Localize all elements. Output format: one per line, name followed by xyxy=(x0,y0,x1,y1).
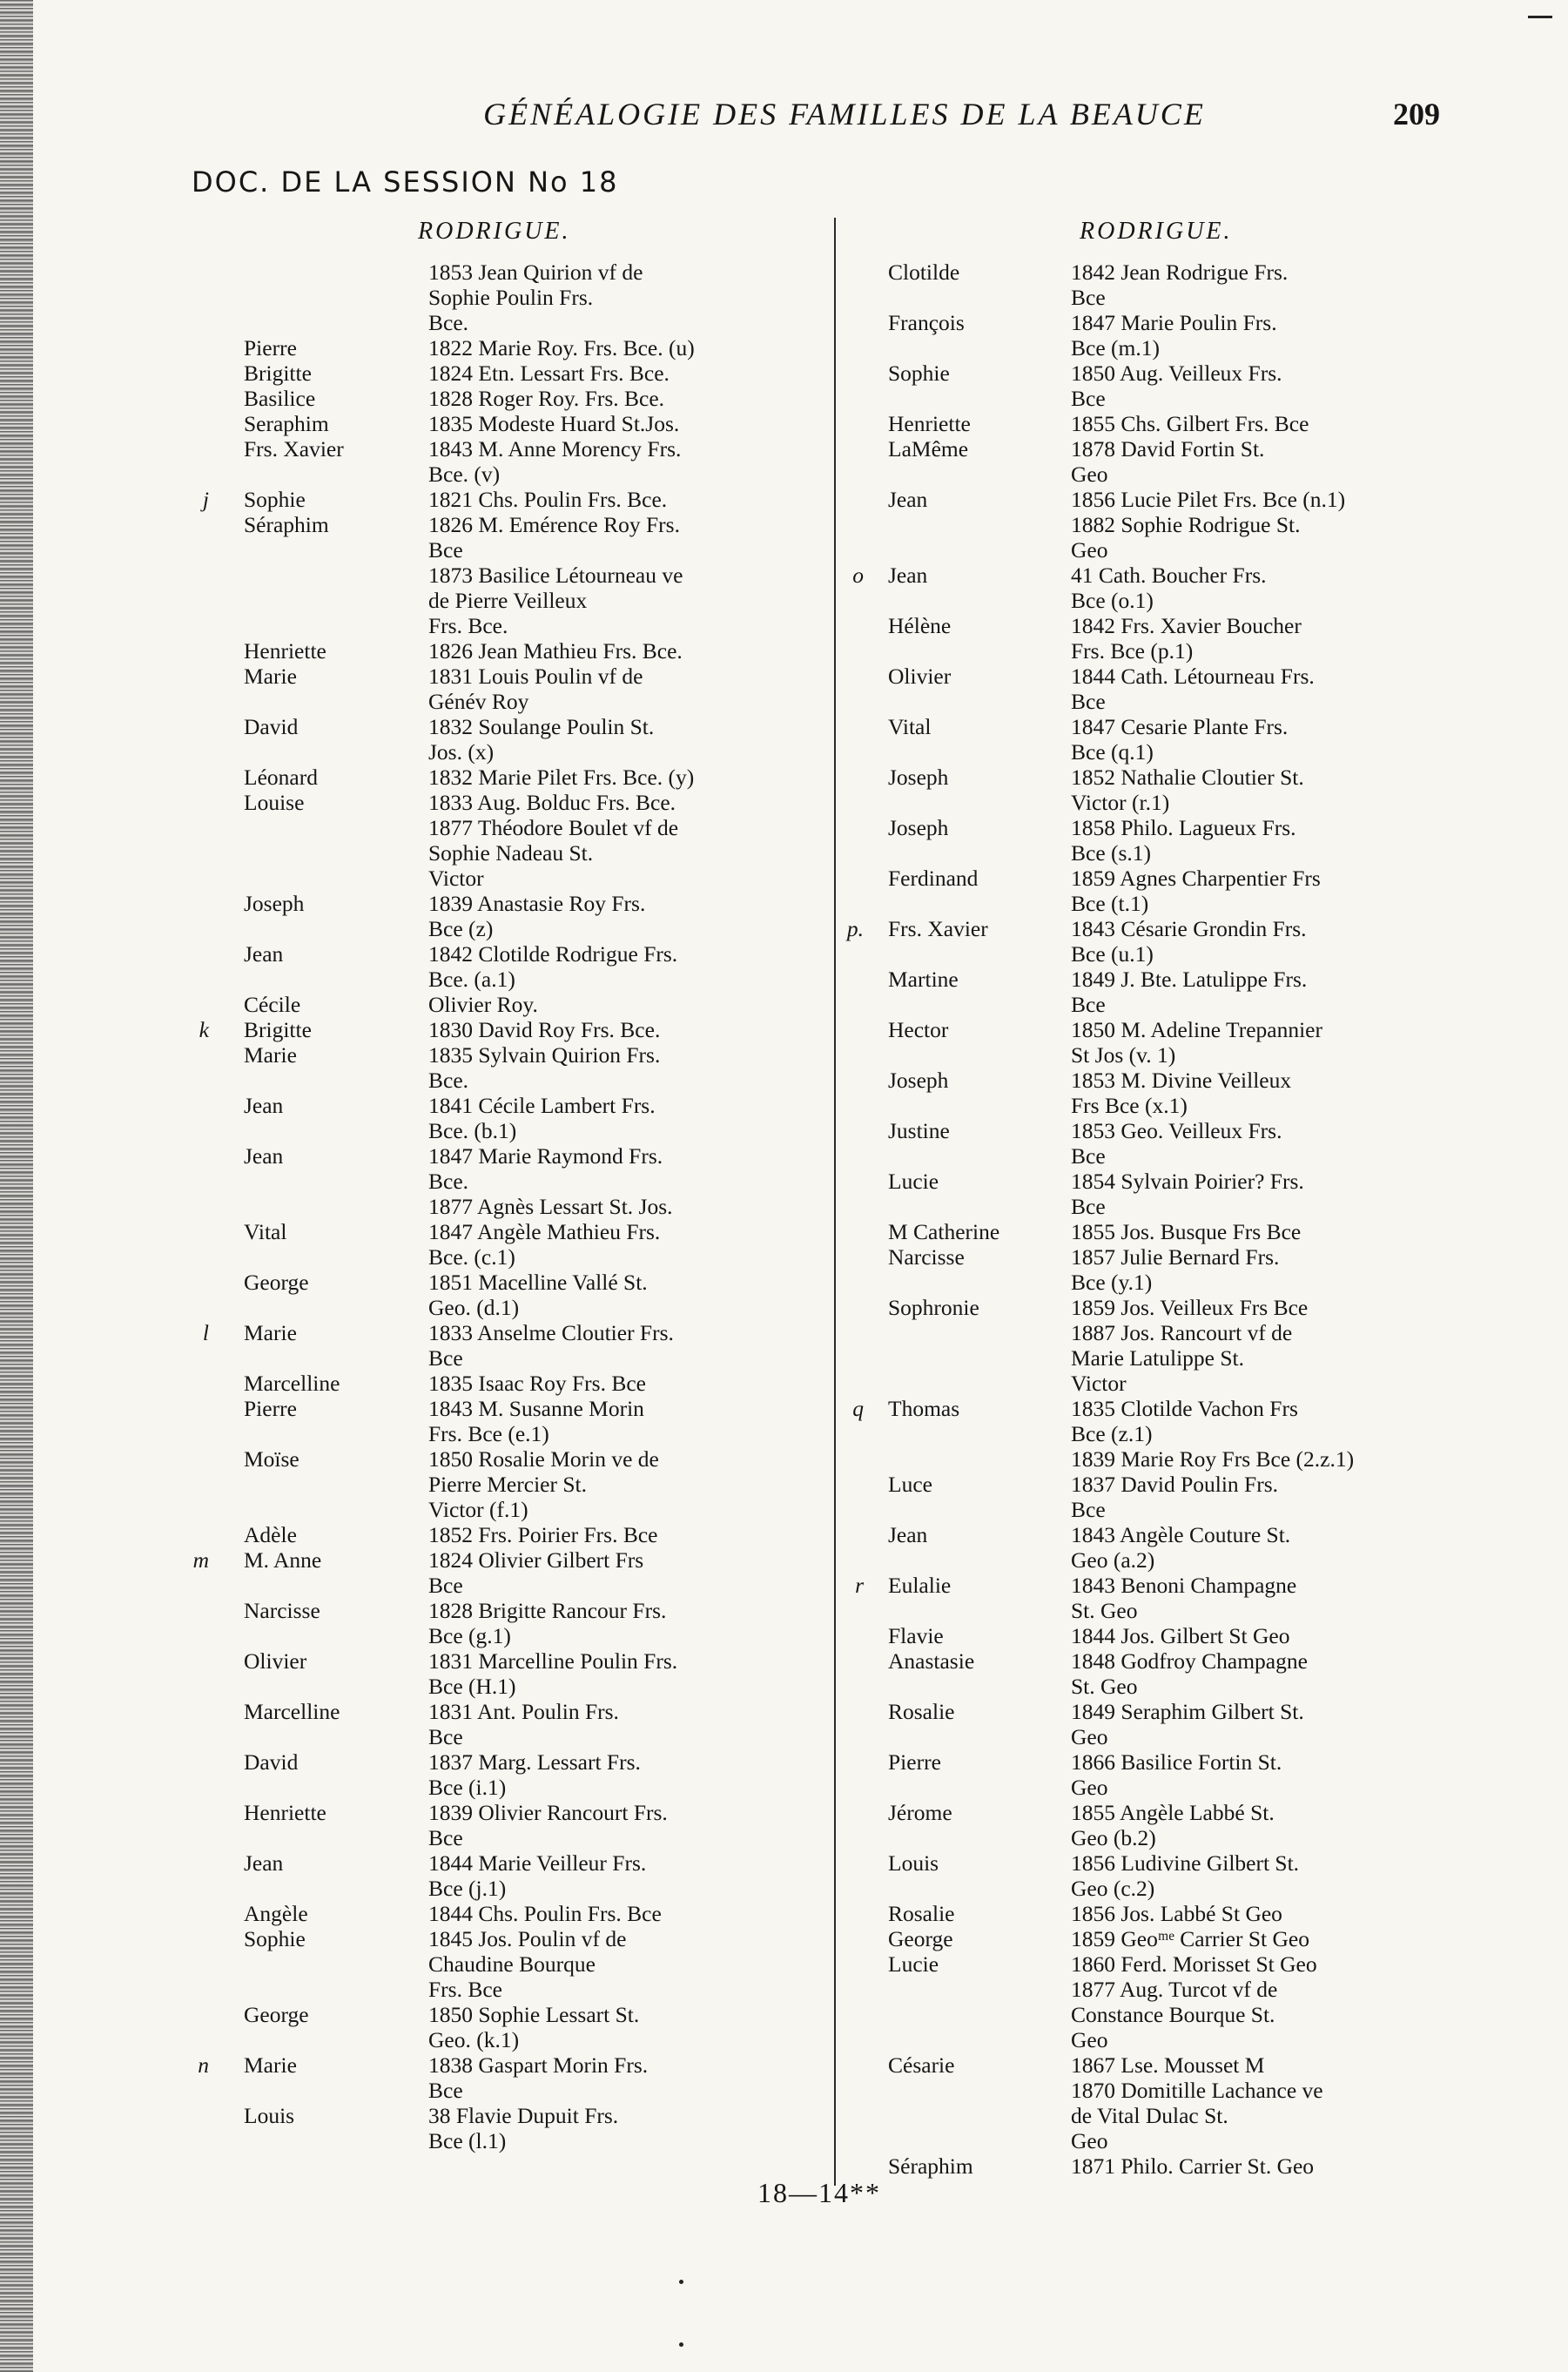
entry-name: Sophie xyxy=(244,1926,306,1951)
genealogy-entry xyxy=(836,1951,1471,2052)
entry-name: David xyxy=(244,714,299,739)
genealogy-entry xyxy=(836,1118,1471,1169)
entry-name: George xyxy=(244,2002,309,2027)
page-number: 209 xyxy=(1393,97,1440,131)
genealogy-entry xyxy=(209,891,818,941)
genealogy-entry xyxy=(836,1901,1471,1926)
page-footer: 18—14** xyxy=(757,2177,881,2208)
running-head: GÉNÉALOGIE DES FAMILLES DE LA BEAUCE xyxy=(483,97,1206,131)
entry-marriage-detail: 1822 Marie Roy. Frs. Bce. (u) xyxy=(428,335,695,361)
genealogy-entry xyxy=(836,765,1471,815)
entry-name: Cécile xyxy=(244,992,301,1017)
entry-name: Louis xyxy=(244,2103,295,2128)
entry-mark: j xyxy=(202,487,209,512)
entry-name: Olivier xyxy=(888,664,952,689)
entry-marriage-detail: 1859 Geoᵐᵉ Carrier St Geo xyxy=(1071,1926,1309,1951)
entry-marriage-detail: 1850 Aug. Veilleux Frs. Bce xyxy=(1071,361,1282,411)
entry-marriage-detail: 1860 Ferd. Morisset St Geo 1877 Aug. Turcot vf de Constance Bourque St. Geo xyxy=(1071,1951,1317,2052)
entry-marriage-detail: 1835 Modeste Huard St.Jos. xyxy=(428,411,680,436)
entry-name: Brigitte xyxy=(244,361,312,386)
entry-marriage-detail: 1856 Lucie Pilet Frs. Bce (n.1) 1882 Sophie Rodrigue St. Geo xyxy=(1071,487,1346,563)
entry-marriage-detail: 1866 Basilice Fortin St. Geo xyxy=(1071,1749,1282,1800)
genealogy-entry xyxy=(209,436,818,487)
book-spine-edge xyxy=(0,0,33,2372)
entry-marriage-detail: 1850 Rosalie Morin ve de Pierre Mercier St. Victor (f.1) xyxy=(428,1446,659,1522)
entry-name: Basilice xyxy=(244,386,316,411)
print-speck xyxy=(1528,16,1552,18)
entry-marriage-detail: 1821 Chs. Poulin Frs. Bce. xyxy=(428,487,668,512)
genealogy-entry xyxy=(202,1320,818,1371)
entry-name: Flavie xyxy=(888,1623,944,1648)
genealogy-entry xyxy=(836,411,1471,436)
entry-marriage-detail: 1844 Jos. Gilbert St Geo xyxy=(1071,1623,1290,1648)
entry-name: Henriette xyxy=(244,1800,326,1825)
genealogy-entry xyxy=(209,1699,818,1749)
genealogy-entry xyxy=(209,2103,818,2153)
entry-name: Rosalie xyxy=(888,1901,955,1926)
genealogy-entry xyxy=(836,1926,1471,1951)
genealogy-entry xyxy=(209,992,818,1017)
entry-name: Brigitte xyxy=(244,1017,312,1042)
genealogy-entry xyxy=(836,1219,1471,1244)
genealogy-entry xyxy=(836,1295,1471,1396)
genealogy-entry xyxy=(209,411,818,436)
genealogy-entry xyxy=(836,866,1471,916)
entry-name: Henriette xyxy=(888,411,971,436)
entry-name: Léonard xyxy=(244,765,318,790)
entry-name: Frs. Xavier xyxy=(244,436,344,462)
entry-marriage-detail: 1824 Olivier Gilbert Frs Bce xyxy=(428,1547,644,1598)
entry-name: Lucie xyxy=(888,1951,939,1977)
genealogy-entry xyxy=(209,1926,818,2002)
entry-mark: m xyxy=(192,1547,209,1573)
genealogy-entry xyxy=(209,1270,818,1320)
entry-name: Marcelline xyxy=(244,1699,340,1724)
entry-name: Angèle xyxy=(244,1901,308,1926)
genealogy-entry xyxy=(209,335,818,361)
entry-marriage-detail: 1867 Lse. Mousset M 1870 Domitille Lachance ve de Vital Dulac St. Geo xyxy=(1071,2052,1323,2153)
entry-marriage-detail: 1854 Sylvain Poirier? Frs. Bce xyxy=(1071,1169,1304,1219)
entry-mark: n xyxy=(198,2052,209,2078)
entry-marriage-detail: 1852 Frs. Poirier Frs. Bce xyxy=(428,1522,658,1547)
genealogy-entry xyxy=(192,1547,818,1598)
entry-mark: l xyxy=(202,1320,209,1345)
entry-name: Jean xyxy=(244,941,284,967)
genealogy-entry xyxy=(209,386,818,411)
entry-marriage-detail: 1828 Roger Roy. Frs. Bce. xyxy=(428,386,665,411)
genealogy-entry xyxy=(209,1042,818,1093)
entry-name: Hector xyxy=(888,1017,949,1042)
entry-name: George xyxy=(888,1926,953,1951)
entry-name: Anastasie xyxy=(888,1648,975,1674)
entry-name: Pierre xyxy=(244,335,297,361)
entry-marriage-detail: 1835 Clotilde Vachon Frs Bce (z.1) 1839 Marie Roy Frs Bce (2.z.1) xyxy=(1071,1396,1355,1472)
entry-marriage-detail: 1835 Isaac Roy Frs. Bce xyxy=(428,1371,646,1396)
genealogy-entry xyxy=(836,259,1471,310)
genealogy-entry xyxy=(836,1522,1471,1573)
genealogy-entry xyxy=(209,1598,818,1648)
entry-marriage-detail: 1843 Angèle Couture St. Geo (a.2) xyxy=(1071,1522,1291,1573)
entry-marriage-detail: 1832 Marie Pilet Frs. Bce. (y) xyxy=(428,765,695,790)
entry-marriage-detail: 1839 Anastasie Roy Frs. Bce (z) xyxy=(428,891,646,941)
entry-name: Sophronie xyxy=(888,1295,979,1320)
entry-marriage-detail: 38 Flavie Dupuit Frs. Bce (l.1) xyxy=(428,2103,619,2153)
entry-marriage-detail: 1839 Olivier Rancourt Frs. Bce xyxy=(428,1800,668,1850)
entry-marriage-detail: 1837 David Poulin Frs. Bce xyxy=(1071,1472,1279,1522)
entry-name: Jérome xyxy=(888,1800,952,1825)
entry-marriage-detail: 1844 Cath. Létourneau Frs. Bce xyxy=(1071,664,1315,714)
genealogy-entry xyxy=(209,1143,818,1219)
entry-marriage-detail: 1853 Jean Quirion vf de Sophie Poulin Frs. Bce. xyxy=(428,259,643,335)
entry-name: Jean xyxy=(244,1143,284,1169)
entry-name: Rosalie xyxy=(888,1699,955,1724)
entry-name: Marcelline xyxy=(244,1371,340,1396)
entry-marriage-detail: 1843 M. Susanne Morin Frs. Bce (e.1) xyxy=(428,1396,644,1446)
entry-name: Pierre xyxy=(244,1396,297,1421)
genealogy-entry xyxy=(836,613,1471,664)
entry-marriage-detail: 1843 Benoni Champagne St. Geo xyxy=(1071,1573,1297,1623)
entry-marriage-detail: 1853 M. Divine Veilleux Frs Bce (x.1) xyxy=(1071,1068,1292,1118)
entry-marriage-detail: 1843 Césarie Grondin Frs. Bce (u.1) xyxy=(1071,916,1307,967)
entry-marriage-detail: 41 Cath. Boucher Frs. Bce (o.1) xyxy=(1071,563,1267,613)
entry-marriage-detail: 1832 Soulange Poulin St. Jos. (x) xyxy=(428,714,655,765)
entry-marriage-detail: 1838 Gaspart Morin Frs. Bce xyxy=(428,2052,649,2103)
genealogy-entry xyxy=(836,1396,1471,1472)
entry-name: Seraphim xyxy=(244,411,329,436)
entry-marriage-detail: 1857 Julie Bernard Frs. Bce (y.1) xyxy=(1071,1244,1280,1295)
genealogy-entry xyxy=(209,1219,818,1270)
entry-name: Vital xyxy=(888,714,932,739)
entry-name: M. Anne xyxy=(244,1547,322,1573)
genealogy-entry xyxy=(836,916,1471,967)
genealogy-entry xyxy=(836,1169,1471,1219)
entry-marriage-detail: 1855 Angèle Labbé St. Geo (b.2) xyxy=(1071,1800,1275,1850)
entry-name: Clotilde xyxy=(888,259,960,285)
entry-marriage-detail: 1833 Aug. Bolduc Frs. Bce. 1877 Théodore Boulet vf de Sophie Nadeau St. Victor xyxy=(428,790,679,891)
entry-name: Jean xyxy=(244,1093,284,1118)
entry-marriage-detail: 1871 Philo. Carrier St. Geo xyxy=(1071,2153,1315,2179)
entry-marriage-detail: 1844 Chs. Poulin Frs. Bce xyxy=(428,1901,662,1926)
genealogy-entry xyxy=(836,1472,1471,1522)
session-line: DOC. DE LA SESSION No 18 xyxy=(192,165,619,199)
entry-name: David xyxy=(244,1749,299,1775)
entry-name: Henriette xyxy=(244,638,326,664)
genealogy-entry xyxy=(836,1623,1471,1648)
entry-marriage-detail: 1847 Angèle Mathieu Frs. Bce. (c.1) xyxy=(428,1219,661,1270)
genealogy-entry xyxy=(209,1901,818,1926)
entry-name: Ferdinand xyxy=(888,866,979,891)
entry-name: Moïse xyxy=(244,1446,299,1472)
genealogy-entry xyxy=(836,563,1471,613)
genealogy-entry xyxy=(199,1017,818,1042)
entry-marriage-detail: 1847 Cesarie Plante Frs. Bce (q.1) xyxy=(1071,714,1289,765)
entry-marriage-detail: 1858 Philo. Lagueux Frs. Bce (s.1) xyxy=(1071,815,1296,866)
entry-name: Jean xyxy=(888,487,928,512)
genealogy-entry xyxy=(836,1573,1471,1623)
entry-name: Adèle xyxy=(244,1522,297,1547)
entry-marriage-detail: 1828 Brigitte Rancour Frs. Bce (g.1) xyxy=(428,1598,667,1648)
genealogy-entry xyxy=(209,1093,818,1143)
entry-marriage-detail: 1851 Macelline Vallé St. Geo. (d.1) xyxy=(428,1270,648,1320)
entry-name: Césarie xyxy=(888,2052,955,2078)
entry-name: Jean xyxy=(888,1522,928,1547)
entry-name: Justine xyxy=(888,1118,950,1143)
entry-name: Séraphim xyxy=(888,2153,973,2179)
entry-name: Marie xyxy=(244,2052,297,2078)
genealogy-entry xyxy=(836,436,1471,487)
entry-mark: r xyxy=(855,1573,864,1598)
genealogy-entry xyxy=(836,1749,1471,1800)
genealogy-entry xyxy=(209,1396,818,1446)
entry-name: Louise xyxy=(244,790,305,815)
genealogy-entry xyxy=(836,487,1471,563)
left-column xyxy=(192,259,818,2153)
genealogy-entry xyxy=(209,714,818,765)
genealogy-entry xyxy=(836,967,1471,1017)
genealogy-entry xyxy=(209,512,818,638)
genealogy-entry xyxy=(209,941,818,992)
entry-name: George xyxy=(244,1270,309,1295)
genealogy-entry xyxy=(836,714,1471,765)
genealogy-entry xyxy=(202,487,818,512)
entry-marriage-detail: 1847 Marie Poulin Frs. Bce (m.1) xyxy=(1071,310,1277,361)
entry-name: Thomas xyxy=(888,1396,960,1421)
entry-name: LaMême xyxy=(888,436,969,462)
entry-name: Marie xyxy=(244,664,297,689)
entry-name: Frs. Xavier xyxy=(888,916,988,941)
entry-name: Jean xyxy=(888,563,928,588)
entry-marriage-detail: 1849 Seraphim Gilbert St. Geo xyxy=(1071,1699,1304,1749)
entry-marriage-detail: 1831 Ant. Poulin Frs. Bce xyxy=(428,1699,619,1749)
entry-name: Louis xyxy=(888,1850,939,1876)
genealogy-entry xyxy=(209,1800,818,1850)
entry-name: Lucie xyxy=(888,1169,939,1194)
entry-name: Martine xyxy=(888,967,959,992)
entry-marriage-detail: 1833 Anselme Cloutier Frs. Bce xyxy=(428,1320,674,1371)
genealogy-entry xyxy=(209,790,818,891)
genealogy-entry xyxy=(209,1648,818,1699)
entry-marriage-detail: 1831 Louis Poulin vf de Génév Roy xyxy=(428,664,643,714)
genealogy-entry xyxy=(836,1800,1471,1850)
entry-marriage-detail: 1830 David Roy Frs. Bce. xyxy=(428,1017,661,1042)
entry-name: Narcisse xyxy=(244,1598,320,1623)
entry-name: M Catherine xyxy=(888,1219,1000,1244)
entry-marriage-detail: 1841 Cécile Lambert Frs. Bce. (b.1) xyxy=(428,1093,656,1143)
entry-marriage-detail: 1853 Geo. Veilleux Frs. Bce xyxy=(1071,1118,1282,1169)
entry-name: Hélène xyxy=(888,613,952,638)
genealogy-entry xyxy=(209,259,818,335)
entry-marriage-detail: 1855 Jos. Busque Frs Bce xyxy=(1071,1219,1302,1244)
genealogy-entry xyxy=(209,1850,818,1901)
entry-marriage-detail: 1842 Jean Rodrigue Frs. Bce xyxy=(1071,259,1289,310)
print-speck xyxy=(679,2342,683,2347)
genealogy-entry xyxy=(836,1068,1471,1118)
entry-name: Eulalie xyxy=(888,1573,952,1598)
entry-marriage-detail: 1842 Clotilde Rodrigue Frs. Bce. (a.1) xyxy=(428,941,678,992)
entry-name: Marie xyxy=(244,1042,297,1068)
entry-name: Joseph xyxy=(244,891,305,916)
entry-marriage-detail: 1843 M. Anne Morency Frs. Bce. (v) xyxy=(428,436,682,487)
right-column xyxy=(836,259,1471,2179)
print-speck xyxy=(679,2280,683,2284)
entry-mark: p. xyxy=(846,916,864,941)
entry-name: Jean xyxy=(244,1850,284,1876)
entry-marriage-detail: 1831 Marcelline Poulin Frs. Bce (H.1) xyxy=(428,1648,678,1699)
entry-name: Sophie xyxy=(244,487,306,512)
entry-marriage-detail: 1856 Ludivine Gilbert St. Geo (c.2) xyxy=(1071,1850,1300,1901)
entry-name: Joseph xyxy=(888,815,949,840)
entry-marriage-detail: 1850 Sophie Lessart St. Geo. (k.1) xyxy=(428,2002,640,2052)
genealogy-entry xyxy=(836,1648,1471,1699)
genealogy-entry xyxy=(209,664,818,714)
entry-marriage-detail: 1837 Marg. Lessart Frs. Bce (i.1) xyxy=(428,1749,641,1800)
entry-marriage-detail: 1856 Jos. Labbé St Geo xyxy=(1071,1901,1282,1926)
left-column-title: RODRIGUE. xyxy=(418,218,571,245)
entry-name: Marie xyxy=(244,1320,297,1345)
genealogy-entry xyxy=(836,361,1471,411)
genealogy-entry xyxy=(209,361,818,386)
genealogy-entry xyxy=(198,2052,818,2103)
entry-name: Narcisse xyxy=(888,1244,965,1270)
entry-marriage-detail: 1855 Chs. Gilbert Frs. Bce xyxy=(1071,411,1309,436)
genealogy-entry xyxy=(209,638,818,664)
entry-marriage-detail: 1852 Nathalie Cloutier St. Victor (r.1) xyxy=(1071,765,1304,815)
genealogy-entry xyxy=(836,1244,1471,1295)
entry-marriage-detail: 1824 Etn. Lessart Frs. Bce. xyxy=(428,361,670,386)
entry-marriage-detail: 1847 Marie Raymond Frs. Bce. 1877 Agnès Lessart St. Jos. xyxy=(428,1143,673,1219)
genealogy-entry xyxy=(209,2002,818,2052)
genealogy-entry xyxy=(836,815,1471,866)
right-column-title: RODRIGUE. xyxy=(1080,218,1233,245)
entry-name: Vital xyxy=(244,1219,287,1244)
entry-marriage-detail: 1850 M. Adeline Trepannier St Jos (v. 1) xyxy=(1071,1017,1322,1068)
genealogy-entry xyxy=(209,765,818,790)
entry-marriage-detail: 1842 Frs. Xavier Boucher Frs. Bce (p.1) xyxy=(1071,613,1302,664)
entry-name: Joseph xyxy=(888,1068,949,1093)
entry-marriage-detail: 1844 Marie Veilleur Frs. Bce (j.1) xyxy=(428,1850,647,1901)
entry-name: Luce xyxy=(888,1472,932,1497)
entry-marriage-detail: 1826 Jean Mathieu Frs. Bce. xyxy=(428,638,683,664)
entry-name: Pierre xyxy=(888,1749,941,1775)
genealogy-entry xyxy=(836,1850,1471,1901)
entry-name xyxy=(209,259,428,335)
genealogy-entry xyxy=(836,664,1471,714)
entry-name: Joseph xyxy=(888,765,949,790)
entry-marriage-detail: 1859 Agnes Charpentier Frs Bce (t.1) xyxy=(1071,866,1321,916)
entry-mark: q xyxy=(852,1396,864,1421)
entry-marriage-detail: 1845 Jos. Poulin vf de Chaudine Bourque Frs. Bce xyxy=(428,1926,627,2002)
genealogy-entry xyxy=(209,1522,818,1547)
entry-mark: k xyxy=(199,1017,209,1042)
entry-marriage-detail: 1859 Jos. Veilleux Frs Bce 1887 Jos. Rancourt vf de Marie Latulippe St. Victor xyxy=(1071,1295,1309,1396)
entry-marriage-detail: 1848 Godfroy Champagne St. Geo xyxy=(1071,1648,1308,1699)
entry-name: Sophie xyxy=(888,361,950,386)
genealogy-entry xyxy=(209,1371,818,1396)
genealogy-entry xyxy=(836,1017,1471,1068)
entry-marriage-detail: Olivier Roy. xyxy=(428,992,538,1017)
entry-marriage-detail: 1878 David Fortin St. Geo xyxy=(1071,436,1265,487)
entry-name: Séraphim xyxy=(244,512,329,537)
entry-mark: o xyxy=(852,563,864,588)
entry-name: François xyxy=(888,310,965,335)
genealogy-entry xyxy=(836,2052,1471,2153)
entry-name: Olivier xyxy=(244,1648,307,1674)
genealogy-entry xyxy=(209,1446,818,1522)
genealogy-entry xyxy=(836,2153,1471,2179)
genealogy-entry xyxy=(836,1699,1471,1749)
genealogy-entry xyxy=(836,310,1471,361)
entry-marriage-detail: 1835 Sylvain Quirion Frs. Bce. xyxy=(428,1042,661,1093)
entry-marriage-detail: 1849 J. Bte. Latulippe Frs. Bce xyxy=(1071,967,1308,1017)
genealogy-entry xyxy=(209,1749,818,1800)
entry-marriage-detail: 1826 M. Emérence Roy Frs. Bce 1873 Basilice Létourneau ve de Pierre Veilleux Frs. Bce. xyxy=(428,512,683,638)
